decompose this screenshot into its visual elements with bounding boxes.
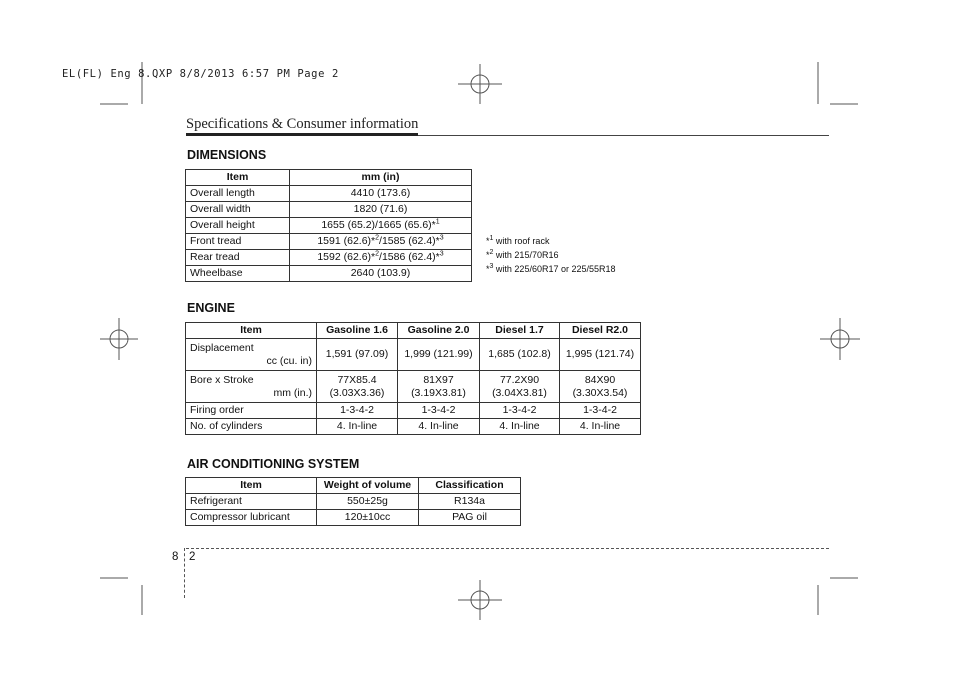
air-conditioning-heading: AIR CONDITIONING SYSTEM [187, 457, 360, 471]
column-header: Classification [419, 478, 521, 494]
column-header: Weight of volume [317, 478, 419, 494]
value-cell: 1-3-4-2 [480, 403, 560, 419]
value-cell: 81X97 (3.19X3.81) [398, 371, 480, 403]
value-cell: 1-3-4-2 [317, 403, 398, 419]
value-cell: 4. In-line [398, 419, 480, 435]
column-header: Item [186, 323, 317, 339]
value-cell: 4. In-line [560, 419, 641, 435]
value-cell: 1820 (71.6) [290, 202, 472, 218]
table-row [186, 266, 472, 282]
item-cell: Overall height [186, 218, 290, 234]
value-cell: R134a [419, 494, 521, 510]
table-header-row [186, 170, 472, 186]
value-cell: 1592 (62.6)*$^2$/1586 (62.4)*$^3$ [290, 250, 472, 266]
item-cell: Rear tread [186, 250, 290, 266]
item-cell: No. of cylinders [186, 419, 317, 435]
value-cell: 4410 (173.6) [290, 186, 472, 202]
header-rule-thick [186, 133, 418, 136]
footnote: *$^1$ with roof rack [486, 235, 550, 246]
table-header-row [186, 323, 641, 339]
header-rule-thin [418, 135, 829, 136]
print-slug-line: EL(FL) Eng 8.QXP 8/8/2013 6:57 PM Page 2 [62, 68, 339, 80]
table-row [186, 494, 521, 510]
value-cell: 120±10cc [317, 510, 419, 526]
item-cell: Refrigerant [186, 494, 317, 510]
item-cell: Overall length [186, 186, 290, 202]
air-conditioning-table [185, 477, 521, 526]
value-cell: 1,591 (97.09) [317, 339, 398, 371]
table-row [186, 186, 472, 202]
value-cell: 77X85.4 (3.03X3.36) [317, 371, 398, 403]
value-cell: 2640 (103.9) [290, 266, 472, 282]
column-header: Gasoline 1.6 [317, 323, 398, 339]
column-header: Gasoline 2.0 [398, 323, 480, 339]
section-number: 8 [172, 551, 179, 563]
value-cell: 1,999 (121.99) [398, 339, 480, 371]
value-cell: 77.2X90 (3.04X3.81) [480, 371, 560, 403]
item-cell: Firing order [186, 403, 317, 419]
item-cell: Wheelbase [186, 266, 290, 282]
value-cell: PAG oil [419, 510, 521, 526]
column-header: Item [186, 478, 317, 494]
item-cell: Compressor lubricant [186, 510, 317, 526]
dimensions-table [185, 169, 472, 282]
dimensions-heading: DIMENSIONS [187, 148, 267, 162]
value-cell: 4. In-line [480, 419, 560, 435]
footnote: *$^2$ with 215/70R16 [486, 249, 559, 260]
value-cell: 1-3-4-2 [398, 403, 480, 419]
table-row [186, 510, 521, 526]
item-cell: Bore x Stroke mm (in.) [186, 371, 317, 403]
value-cell: 1-3-4-2 [560, 403, 641, 419]
table-header-row [186, 478, 521, 494]
item-cell: Front tread [186, 234, 290, 250]
item-cell: Displacement cc (cu. in) [186, 339, 317, 371]
footer-separator [184, 548, 185, 598]
column-header: mm (in) [290, 170, 472, 186]
table-row [186, 250, 472, 266]
table-row [186, 234, 472, 250]
item-cell: Overall width [186, 202, 290, 218]
table-row [186, 371, 641, 403]
value-cell: 4. In-line [317, 419, 398, 435]
value-cell: 1591 (62.6)*$^2$/1585 (62.4)*$^3$ [290, 234, 472, 250]
column-header: Diesel R2.0 [560, 323, 641, 339]
column-header: Item [186, 170, 290, 186]
value-cell: 550±25g [317, 494, 419, 510]
footer-rule [186, 548, 829, 549]
footnote: *$^3$ with 225/60R17 or 225/55R18 [486, 263, 616, 274]
engine-table [185, 322, 641, 435]
value-cell: 84X90 (3.30X3.54) [560, 371, 641, 403]
value-cell: 1,995 (121.74) [560, 339, 641, 371]
column-header: Diesel 1.7 [480, 323, 560, 339]
table-row [186, 339, 641, 371]
table-row [186, 218, 472, 234]
table-row [186, 202, 472, 218]
value-cell: 1,685 (102.8) [480, 339, 560, 371]
engine-heading: ENGINE [187, 301, 235, 315]
table-row [186, 403, 641, 419]
page-header-title: Specifications & Consumer information [186, 116, 419, 132]
table-row [186, 419, 641, 435]
value-cell: 1655 (65.2)/1665 (65.6)*$^1$ [290, 218, 472, 234]
page-number: 2 [189, 551, 196, 563]
